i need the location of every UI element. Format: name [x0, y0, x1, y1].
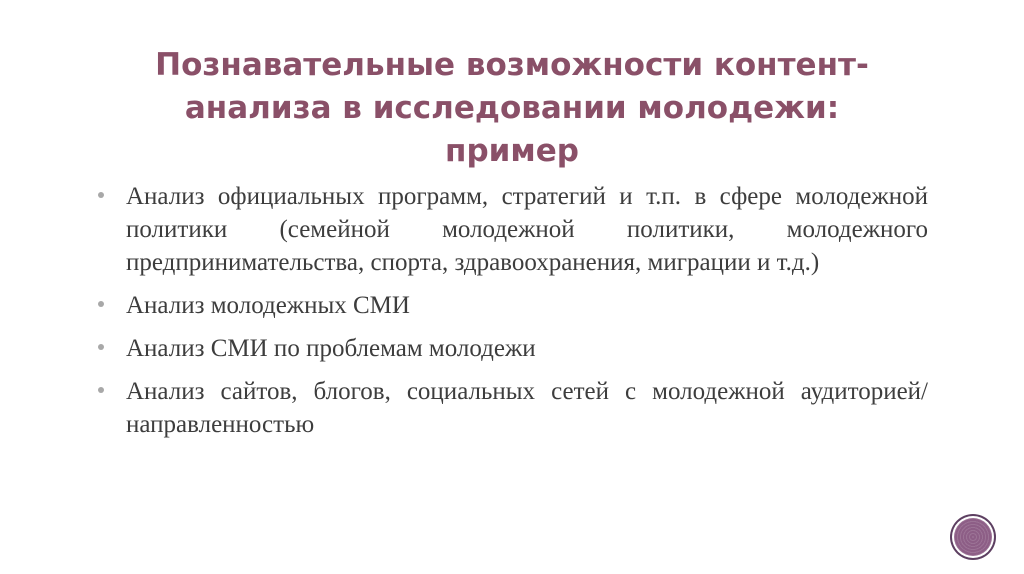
bullet-item: [94, 375, 928, 441]
bullet-text: Анализ официальных программ, стратегий и т.п. в сфере молодежной политики (семейной молодежной политики, молодежного предпринимательства, спорта, здравоохранения, миграции и т.д.): [126, 183, 928, 276]
bullet-item: [94, 332, 928, 365]
title-line: Познавательные возможности контент-: [155, 47, 869, 83]
bullet-dot-icon: [98, 387, 104, 393]
title-line: анализа в исследовании молодежи:: [184, 90, 840, 126]
bullet-text: Анализ молодежных СМИ: [126, 292, 410, 319]
bullet-dot-icon: [98, 344, 104, 350]
bullet-list: [94, 180, 928, 451]
nav-circle-icon[interactable]: [954, 518, 992, 556]
bullet-item: [94, 180, 928, 279]
bullet-dot-icon: [98, 301, 104, 307]
slide-title: [110, 44, 914, 173]
bullet-text: Анализ СМИ по проблемам молодежи: [126, 335, 536, 362]
bullet-dot-icon: [98, 192, 104, 198]
bullet-item: [94, 289, 928, 322]
title-line: пример: [445, 133, 579, 169]
bullet-text: Анализ сайтов, блогов, социальных сетей с молодежной аудиторией/направленностью: [126, 378, 928, 438]
